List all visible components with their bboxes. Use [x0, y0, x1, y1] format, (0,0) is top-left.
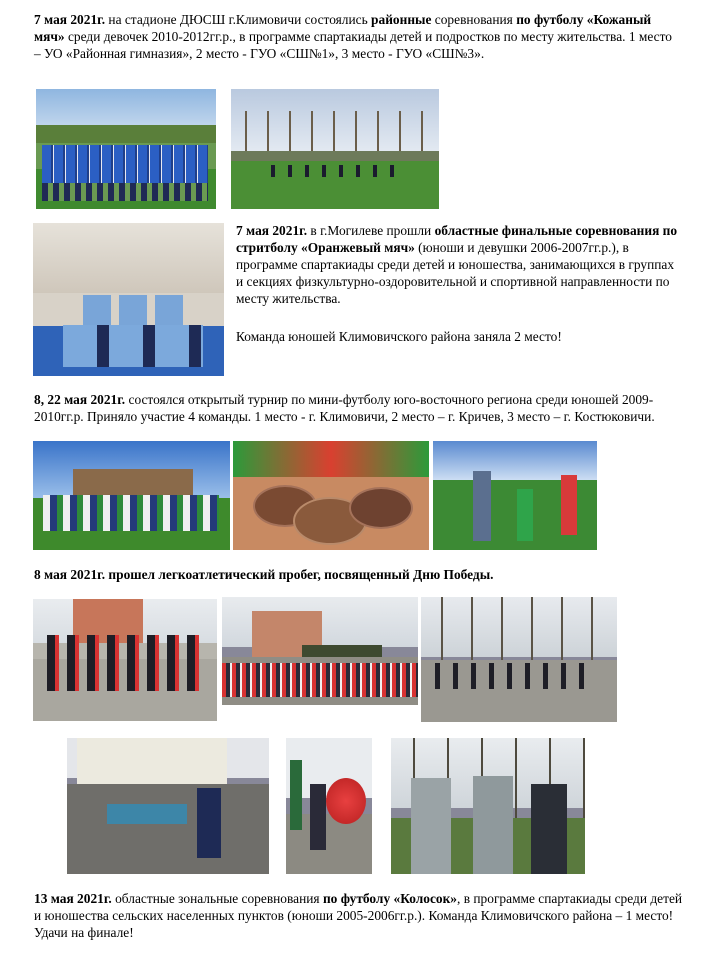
date-5: 13 мая 2021г. [34, 891, 112, 906]
photo-runners-street [421, 597, 617, 722]
photo-mini-football-teams [33, 441, 230, 550]
photo-girls-team [36, 89, 216, 209]
date-2: 7 мая 2021г. [236, 223, 308, 238]
date-4: 8 мая 2021г. [34, 567, 106, 582]
paragraph-team-result: Команда юношей Климовичского района заняла 2 место! [236, 329, 562, 344]
paragraph-mini-football: 8, 22 мая 2021г. состоялся открытый турнир по мини-футболу юго-восточного региона среди юношей 2009-2010гг.р. Приняло участие 4 команды. 1 место - г. Климовичи, 2 место – г. Кричев, 3 место – г. Костюковичи. [34, 392, 655, 424]
photo-award-ceremony [433, 441, 597, 550]
paragraph-leather-ball: 7 мая 2021г. на стадионе ДЮСШ г.Климовичи состоялись районные соревнования по футболу «Кожаный мяч» среди девочек 2010-2012гг.р., в программе спартакиады детей и подростков по месту жительства. 1 место – УО «Районная гимназия», 2 место - ГУО «СШ№1», 3 место - ГУО «СШ№3». [34, 12, 672, 61]
photo-balloons [286, 738, 372, 874]
photo-streetball-team [33, 223, 224, 376]
paragraph-kolosok: 13 мая 2021г. областные зональные соревнования по футболу «Колосок», в программе спартакиады среди детей и юношества сельских населенных пунктов (юноши 2005-2006гг.р.). Команда Климовичского района – 1 место! Удачи на финале! [34, 891, 683, 940]
photo-runners-start [33, 599, 217, 721]
date-3: 8, 22 мая 2021г. [34, 392, 126, 407]
paragraph-victory-run: 8 мая 2021г. прошел легкоатлетический пробег, посвященный Дню Победы. [34, 567, 494, 582]
date-1: 7 мая 2021г. [34, 12, 106, 27]
photo-medals [233, 441, 429, 550]
photo-tank-monument [222, 597, 418, 705]
paragraph-orange-ball: 7 мая 2021г. в г.Могилеве прошли областные финальные соревнования по стритболу «Оранжевый мяч» (юноши и девушки 2006-2007гг.р.), в программе спартакиады среди детей и юношества, занимающихся в группах и секциях физкультурно-оздоровительной и спортивной направленности по месту жительства. [236, 223, 678, 306]
photo-football-field [231, 89, 439, 209]
photo-exercise-square [67, 738, 269, 874]
photo-three-participants [391, 738, 585, 874]
